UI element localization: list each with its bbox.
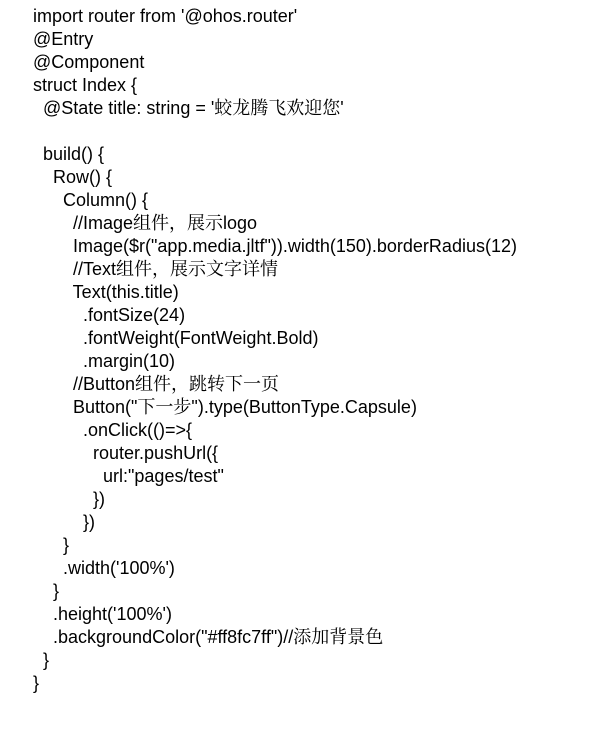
code-line: @State title: string = '蛟龙腾飞欢迎您': [33, 98, 344, 118]
code-line: .onClick(()=>{: [33, 420, 193, 440]
code-block: [33, 5, 517, 695]
code-line: [33, 120, 517, 143]
code-line: .backgroundColor("#ff8fc7ff")//添加背景色: [33, 627, 384, 647]
code-line: }): [33, 512, 96, 532]
code-line: .fontSize(24): [33, 305, 186, 325]
code-line: //Button组件，跳转下一页: [33, 374, 280, 394]
code-line: .fontWeight(FontWeight.Bold): [33, 328, 319, 348]
code-line: //Text组件，展示文字详情: [33, 259, 279, 279]
code-line: .margin(10): [33, 351, 176, 371]
code-line: struct Index {: [33, 75, 138, 95]
code-line: }: [33, 650, 50, 670]
code-line: router.pushUrl({: [33, 443, 219, 463]
code-line: @Component: [33, 52, 145, 72]
code-line: }: [33, 535, 70, 555]
code-line: import router from '@ohos.router': [33, 6, 298, 26]
code-line: .height('100%'): [33, 604, 172, 624]
code-line: }): [33, 489, 106, 509]
code-line: }: [33, 581, 60, 601]
code-line: Column() {: [33, 190, 149, 210]
code-line: Image($r("app.media.jltf")).width(150).borderRadius(12): [33, 236, 517, 256]
code-line: Row() {: [33, 167, 113, 187]
code-line: url:"pages/test": [33, 466, 224, 486]
code-line: Button("下一步").type(ButtonType.Capsule): [33, 397, 417, 417]
code-line: Text(this.title): [33, 282, 179, 302]
code-line: @Entry: [33, 29, 94, 49]
code-line: build() {: [33, 144, 105, 164]
code-line: .width('100%'): [33, 558, 175, 578]
code-line: //Image组件，展示logo: [33, 213, 258, 233]
code-line: }: [33, 673, 40, 693]
